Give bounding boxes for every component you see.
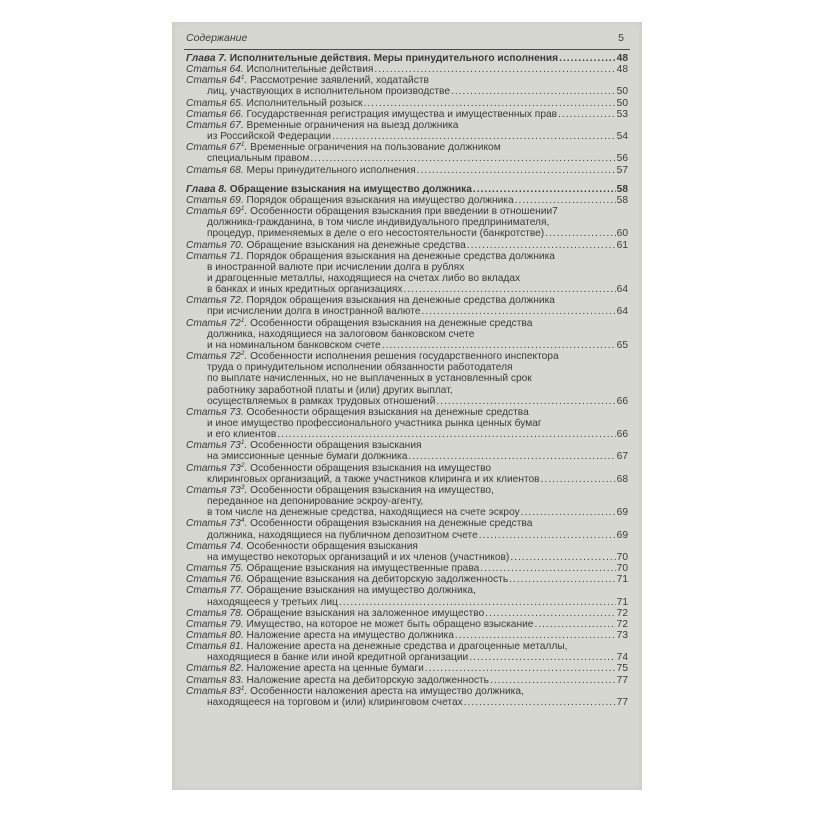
article-superscript: 1 (240, 684, 245, 692)
article-superscript: 1 (240, 205, 245, 213)
toc-entry-line (186, 318, 628, 329)
article-title-text: на эмиссионные ценные бумаги должника (207, 451, 408, 463)
toc-entry-line (186, 195, 628, 206)
article-superscript: 4 (240, 517, 245, 525)
toc-entry-line (186, 362, 628, 373)
article-label: Статья 67. (186, 119, 244, 131)
chapter-heading-line (186, 53, 628, 64)
toc-entry[interactable] (186, 165, 628, 176)
article-title-text: находящееся у третьих лиц (207, 596, 338, 608)
article-title-text: Рассмотрение заявлений, ходатайств (247, 75, 429, 87)
dot-leader (408, 451, 615, 462)
article-title-text: Обращение взыскания на имущественные права (243, 563, 480, 575)
toc-entry[interactable] (186, 630, 628, 641)
dot-leader (436, 396, 615, 407)
article-label: Статья 73. (186, 406, 244, 418)
dot-leader (521, 507, 616, 518)
article-title-text: и на номинальном банковском счете (207, 339, 381, 351)
toc-entry-line (186, 262, 628, 273)
toc-entry[interactable] (186, 351, 628, 407)
article-title-text: при исчислении долга в иностранной валюте (207, 306, 421, 318)
toc-entry-line (186, 652, 628, 663)
dot-leader (558, 109, 616, 120)
article-title-text: Временные ограничения на пользование должником (247, 142, 501, 154)
toc-entry-line (186, 153, 628, 164)
dot-leader (473, 184, 616, 195)
article-page-number: 70 (616, 563, 628, 575)
toc-entry[interactable] (186, 64, 628, 75)
article-label: Статья 71. (186, 250, 244, 262)
article-label: Статья 69. (186, 194, 244, 206)
table-of-contents (186, 53, 628, 708)
article-label: Статья 70. (186, 239, 244, 251)
book-page (172, 22, 642, 790)
toc-entry-line (186, 597, 628, 608)
article-page-number: 74 (616, 652, 628, 664)
toc-entry-line (186, 165, 628, 176)
toc-entry[interactable] (186, 206, 628, 239)
article-label: Статья $83^1$. (186, 684, 248, 697)
toc-entry[interactable] (186, 120, 628, 142)
toc-entry-line (186, 142, 628, 153)
toc-entry[interactable] (186, 75, 628, 97)
toc-entry-line (186, 329, 628, 340)
article-page-number: 61 (616, 239, 628, 251)
toc-entry-line (186, 306, 628, 317)
toc-entry[interactable] (186, 295, 628, 317)
chapter-label: Глава 8. (186, 183, 227, 195)
toc-entry[interactable] (186, 585, 628, 607)
article-title-text: Наложение ареста на денежные средства и драгоценные металлы, (243, 641, 568, 653)
article-title-text: Имущество, на которое не может быть обращено взыскание (243, 618, 534, 630)
running-header-title: Содержание (186, 32, 248, 44)
toc-entry-line (186, 429, 628, 440)
toc-entry-line (186, 496, 628, 507)
article-superscript: 1 (240, 74, 245, 82)
chapter-heading[interactable] (186, 53, 628, 64)
toc-entry-line (186, 131, 628, 142)
article-page-number: 77 (616, 696, 628, 708)
dot-leader (374, 64, 615, 75)
toc-entry-line (186, 86, 628, 97)
toc-entry[interactable] (186, 619, 628, 630)
toc-entry[interactable] (186, 240, 628, 251)
article-title-text: в банках и иных кредитных организациях (207, 284, 403, 296)
toc-entry[interactable] (186, 641, 628, 663)
toc-entry-line (186, 451, 628, 462)
toc-entry-line (186, 98, 628, 109)
article-title-text: Наложение ареста на дебиторскую задолженность (243, 674, 489, 686)
article-page-number: 65 (616, 339, 628, 351)
chapter-page-number: 48 (616, 53, 628, 64)
article-page-number: 50 (616, 97, 628, 109)
toc-entry-line (186, 217, 628, 228)
article-page-number: 60 (616, 228, 628, 240)
article-title-text: в иностранной валюте при исчислении долга в рублях (207, 261, 465, 273)
article-label: Статья 77. (186, 585, 244, 597)
toc-entry[interactable] (186, 407, 628, 440)
article-label: Статья 66. (186, 108, 244, 120)
article-title-text: Порядок обращения взыскания на денежные средства должника (243, 295, 555, 307)
toc-entry-line (186, 228, 628, 239)
article-label: Статья $69^1$. (186, 205, 248, 218)
toc-entry-line (186, 630, 628, 641)
article-label: Статья $73^4$. (186, 517, 248, 530)
article-title-text: и его клиентов (207, 429, 277, 441)
article-page-number: 69 (616, 529, 628, 541)
dot-leader (479, 530, 616, 541)
article-title-text: Особенности обращения взыскания на имущество, (247, 484, 494, 496)
toc-entry-line (186, 619, 628, 630)
article-page-number: 77 (616, 674, 628, 686)
toc-entry-line (186, 284, 628, 295)
article-page-number: 71 (616, 574, 628, 586)
article-page-number: 72 (616, 607, 628, 619)
article-title-text: Меры принудительного исполнения (243, 164, 416, 176)
article-title-text: Особенности обращения взыскания на денежные средства (247, 518, 533, 530)
chapter-label: Глава 7. (186, 53, 227, 64)
toc-entry-line (186, 507, 628, 518)
dot-leader (382, 340, 616, 351)
dot-leader (422, 306, 616, 317)
dot-leader (467, 240, 616, 251)
article-page-number: 70 (616, 551, 628, 563)
article-page-number: 58 (616, 194, 628, 206)
article-label: Статья 76. (186, 574, 244, 586)
dot-leader (541, 474, 616, 485)
dot-leader (310, 153, 615, 164)
toc-entry-line (186, 251, 628, 262)
article-page-number: 50 (616, 86, 628, 98)
article-label: Статья 79. (186, 618, 244, 630)
article-page-number: 57 (616, 164, 628, 176)
article-title-text: Наложение ареста на ценные бумаги (243, 663, 424, 675)
dot-leader (455, 630, 616, 641)
article-title-text: Порядок обращения взыскания на денежные средства должника (243, 250, 555, 262)
article-title-text: осуществляемых в рамках трудовых отношений (207, 395, 436, 407)
article-page-number: 48 (616, 64, 628, 76)
article-page-number: 64 (616, 284, 628, 296)
toc-entry[interactable] (186, 98, 628, 109)
toc-entry[interactable] (186, 195, 628, 206)
toc-entry[interactable] (186, 109, 628, 120)
chapter-title: Обращение взыскания на имущество должника (226, 183, 472, 195)
article-label: Статья $73^1$. (186, 439, 248, 452)
article-label: Статья $72^1$. (186, 316, 248, 329)
toc-entry[interactable] (186, 463, 628, 485)
toc-entry-line (186, 109, 628, 120)
article-title-text: клиринговых организаций, а также участников клиринга и их клиентов (207, 473, 540, 485)
toc-entry-line (186, 574, 628, 585)
article-title-text: переданное на депонирование эскроу-агенту, (207, 496, 424, 508)
toc-entry-line (186, 585, 628, 596)
chapter-heading[interactable] (186, 184, 628, 195)
toc-entry-line (186, 407, 628, 418)
article-superscript: 1 (240, 141, 245, 149)
toc-entry-line (186, 552, 628, 563)
toc-entry[interactable] (186, 686, 628, 708)
dot-leader (417, 165, 616, 176)
article-superscript: 2 (240, 350, 245, 358)
article-title-text: Особенности обращения взыскания (247, 440, 422, 452)
article-title-text: специальным правом (207, 153, 310, 165)
toc-entry-line (186, 485, 628, 496)
article-title-text: Обращение взыскания на дебиторскую задолженность (243, 574, 509, 586)
article-title-text: Наложение ареста на имущество должника (243, 629, 454, 641)
article-page-number: 71 (616, 596, 628, 608)
article-title-text: процедур, применяемых в деле о его несостоятельности (банкротстве) (207, 228, 545, 240)
article-page-number: 66 (616, 395, 628, 407)
article-title-text: Обращение взыскания на имущество должника, (243, 585, 476, 597)
dot-leader (515, 195, 616, 206)
article-title-text: работнику заработной платы и (или) других выплат, (207, 384, 453, 396)
article-label: Статья 78. (186, 607, 244, 619)
toc-entry-line (186, 463, 628, 474)
article-title-text: Особенности обращения взыскания на денежные средства (247, 317, 533, 329)
toc-entry-line (186, 530, 628, 541)
article-page-number: 53 (616, 108, 628, 120)
dot-leader (332, 131, 616, 142)
toc-entry-line (186, 385, 628, 396)
dot-leader (404, 284, 616, 295)
article-label: Статья 75. (186, 563, 244, 575)
article-page-number: 56 (616, 153, 628, 165)
toc-entry[interactable] (186, 518, 628, 540)
article-title-text: Особенности исполнения решения государственного инспектора (247, 351, 559, 363)
article-label: Статья 68. (186, 164, 244, 176)
article-title-text: по выплате начисленных, но не выплаченных в установленный срок (207, 373, 532, 385)
article-superscript: 2 (240, 461, 245, 469)
toc-entry[interactable] (186, 142, 628, 164)
article-label: Статья $73^2$. (186, 461, 248, 474)
dot-leader (559, 53, 616, 64)
article-superscript: 3 (240, 483, 245, 491)
article-page-number: 69 (616, 507, 628, 519)
toc-entry[interactable] (186, 251, 628, 296)
toc-entry-line (186, 686, 628, 697)
dot-leader (490, 675, 616, 686)
article-label: Статья $67^1$. (186, 141, 248, 154)
dot-leader (485, 608, 615, 619)
article-title-text: Особенности обращения взыскания при введении в отношении7 (247, 206, 558, 218)
article-label: Статья 72. (186, 295, 244, 307)
article-title-text: Порядок обращения взыскания на имущество должника (243, 194, 514, 206)
toc-entry-line (186, 608, 628, 619)
header-rule (184, 49, 630, 50)
toc-entry[interactable] (186, 318, 628, 351)
toc-entry-line (186, 373, 628, 384)
toc-entry-line (186, 240, 628, 251)
dot-leader (509, 574, 616, 585)
article-superscript: 1 (240, 439, 245, 447)
page-number: 5 (618, 32, 624, 44)
toc-entry-line (186, 418, 628, 429)
article-title-text: труда о принудительном исполнении обязанности работодателя (207, 362, 513, 374)
article-page-number: 72 (616, 618, 628, 630)
article-page-number: 73 (616, 629, 628, 641)
article-page-number: 67 (616, 451, 628, 463)
toc-entry-line (186, 675, 628, 686)
article-label: Статья $73^3$. (186, 483, 248, 496)
article-page-number: 68 (616, 473, 628, 485)
dot-leader (534, 619, 615, 630)
toc-entry-line (186, 663, 628, 674)
toc-entry[interactable] (186, 608, 628, 619)
toc-entry[interactable] (186, 663, 628, 674)
toc-entry-line (186, 396, 628, 407)
toc-entry[interactable] (186, 675, 628, 686)
article-title-text: лиц, участвующих в исполнительном производстве (207, 86, 450, 98)
dot-leader (545, 228, 615, 239)
article-title-text: на имущество некоторых организаций и их членов (участников) (207, 551, 510, 563)
article-page-number: 54 (616, 131, 628, 143)
article-title-text: и иное имущество профессионального участника рынка ценных бумаг (207, 418, 542, 429)
article-title-text: находящееся на торговом и (или) клиринговом счетах (207, 696, 463, 708)
chapter-title: Исполнительные действия. Меры принудительного исполнения (226, 53, 559, 64)
toc-entry-line (186, 563, 628, 574)
article-title-text: в том числе на денежные средства, находящиеся на счете эскроу (207, 507, 520, 519)
article-superscript: 1 (240, 316, 245, 324)
toc-entry-line (186, 518, 628, 529)
article-label: Статья 74. (186, 540, 244, 552)
toc-entry-line (186, 64, 628, 75)
article-title-text: должника, находящиеся на публичном депозитном счете (207, 529, 478, 541)
article-title-text: Обращение взыскания на денежные средства (243, 239, 466, 251)
dot-leader (364, 98, 616, 109)
toc-entry-line (186, 120, 628, 131)
dot-leader (277, 429, 615, 440)
article-title-text: и драгоценные металлы, находящиеся на счетах либо во вкладах (207, 272, 521, 284)
dot-leader (425, 663, 616, 674)
dot-leader (464, 697, 616, 708)
toc-entry-line (186, 75, 628, 86)
article-title-text: Особенности обращения взыскания на денежные средства (243, 406, 529, 418)
dot-leader (480, 563, 615, 574)
toc-entry[interactable] (186, 541, 628, 563)
article-title-text: Особенности обращения взыскания на имущество (247, 462, 492, 474)
article-page-number: 64 (616, 306, 628, 318)
article-label: Статья 64. (186, 64, 244, 76)
article-title-text: Особенности наложения ареста на имущество должника, (247, 685, 524, 697)
article-title-text: Государственная регистрация имущества и имущественных прав (243, 108, 558, 120)
chapter-page-number: 58 (616, 183, 628, 195)
article-label: Статья 82. (186, 663, 244, 675)
toc-entry-line (186, 206, 628, 217)
running-header (184, 32, 630, 46)
toc-entry[interactable] (186, 485, 628, 518)
toc-entry-line (186, 541, 628, 552)
article-title-text: Исполнительные действия (243, 64, 374, 76)
article-title-text: Обращение взыскания на заложенное имущество (243, 607, 485, 619)
toc-entry-line (186, 273, 628, 284)
article-label: Статья 81. (186, 641, 244, 653)
article-label: Статья 80. (186, 629, 244, 641)
article-label: Статья $64^1$. (186, 74, 248, 87)
article-title-text: Особенности обращения взыскания (243, 540, 418, 552)
dot-leader (510, 552, 615, 563)
article-title-text: Временные ограничения на выезд должника (243, 119, 459, 131)
article-title-text: должника, находящиеся на залоговом банковском счете (207, 328, 475, 340)
toc-entry-line (186, 440, 628, 451)
toc-entry-line (186, 351, 628, 362)
article-label: Статья 65. (186, 97, 244, 109)
article-title-text: Исполнительный розыск (243, 97, 363, 109)
toc-entry-line (186, 340, 628, 351)
toc-entry-line (186, 641, 628, 652)
article-title-text: из Российской Федерации (207, 131, 331, 143)
toc-entry-line (186, 474, 628, 485)
toc-entry-line (186, 295, 628, 306)
article-label: Статья $72^2$. (186, 350, 248, 363)
dot-leader (469, 652, 615, 663)
article-title-text: находящиеся в банке или иной кредитной организации (207, 652, 469, 664)
toc-entry-line (186, 697, 628, 708)
article-title-text: должника-гражданина, в том числе индивидуального предпринимателя, (207, 217, 550, 229)
article-page-number: 75 (616, 663, 628, 675)
article-page-number: 66 (616, 429, 628, 441)
toc-entry[interactable] (186, 563, 628, 574)
dot-leader (339, 597, 616, 608)
dot-leader (451, 86, 616, 97)
toc-entry[interactable] (186, 574, 628, 585)
chapter-heading-line (186, 184, 628, 195)
article-label: Статья 83. (186, 674, 244, 686)
toc-entry[interactable] (186, 440, 628, 462)
